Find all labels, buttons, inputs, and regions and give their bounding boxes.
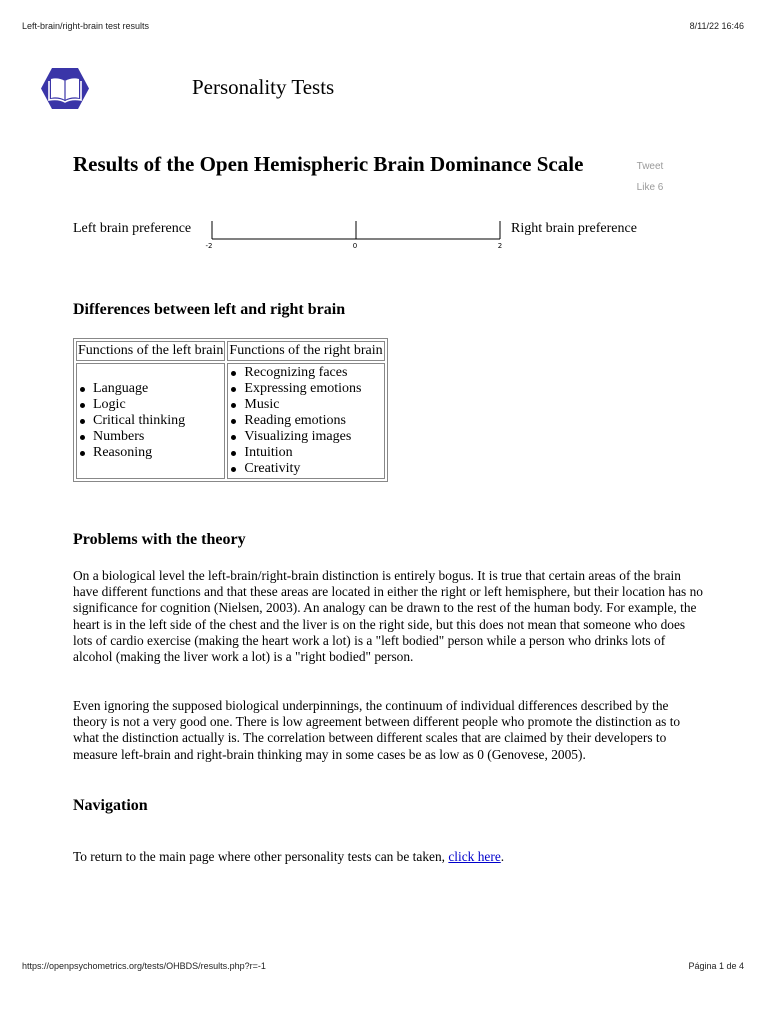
open-book-icon[interactable] (40, 67, 90, 110)
functions-table (73, 338, 388, 482)
problems-paragraph-1: On a biological level the left-brain/right-brain distinction is entirely bogus. It is true that certain areas of the brain have different functions and that these areas are located in either the right or left hemisphere, but their location has no significance for cognition (Nielsen, 2003). An analogy can be drawn to the rest of the human body. For example, the heart is in the left side of the chest and the liver is on the right side, but this does not mean that someone who does lots of cardio exercise (making the heart work a lot) is a "left bodied" person while a person who drinks lots of alcohol (making the liver work a lot) is a "right bodied" person. (73, 568, 703, 665)
print-header-datetime: 8/11/22 16:46 (689, 21, 744, 31)
list-item: Language (78, 381, 223, 397)
list-item: Recognizing faces (229, 365, 382, 381)
differences-heading: Differences between left and right brain (73, 301, 346, 318)
like-button[interactable]: Like 6 (636, 182, 664, 193)
scale-tick-label-min: -2 (205, 242, 213, 250)
list-item: Creativity (229, 461, 382, 477)
left-brain-cell (76, 363, 225, 479)
navigation-period: . (500, 849, 505, 864)
table-header-row (76, 341, 385, 361)
right-brain-cell (227, 363, 384, 479)
navigation-text (73, 849, 703, 865)
list-item: Visualizing images (229, 429, 382, 445)
navigation-sentence: To return to the main page where other personality tests can be taken, (73, 849, 449, 864)
left-brain-list (78, 381, 223, 461)
click-here-link[interactable]: click here (448, 849, 501, 864)
print-footer (22, 961, 744, 971)
page-title: Results of the Open Hemispheric Brain Dominance Scale (73, 152, 584, 176)
right-brain-header: Functions of the right brain (227, 341, 384, 361)
site-title[interactable]: Personality Tests (192, 75, 335, 99)
print-footer-page: Página 1 de 4 (688, 961, 744, 971)
scale-tick-label-max: 2 (497, 242, 503, 250)
list-item: Music (229, 397, 382, 413)
table-row (76, 363, 385, 479)
list-item: Logic (78, 397, 223, 413)
scale-tick-label-mid: 0 (352, 242, 358, 250)
print-header (22, 21, 744, 31)
print-footer-url: https://openpsychometrics.org/tests/OHBDS/results.php?r=-1 (22, 961, 266, 971)
list-item: Expressing emotions (229, 381, 382, 397)
right-brain-list (229, 365, 382, 477)
list-item: Critical thinking (78, 413, 223, 429)
brain-dominance-scale (200, 216, 510, 252)
print-header-title: Left-brain/right-brain test results (22, 21, 150, 31)
list-item: Numbers (78, 429, 223, 445)
navigation-heading: Navigation (73, 797, 148, 814)
problems-heading: Problems with the theory (73, 531, 246, 548)
list-item: Intuition (229, 445, 382, 461)
scale-left-label: Left brain preference (73, 221, 192, 236)
tweet-button[interactable]: Tweet (636, 161, 664, 172)
list-item: Reading emotions (229, 413, 382, 429)
list-item: Reasoning (78, 445, 223, 461)
left-brain-header: Functions of the left brain (76, 341, 225, 361)
scale-right-label: Right brain preference (511, 221, 637, 236)
problems-paragraph-2: Even ignoring the supposed biological underpinnings, the continuum of individual differences described by the theory is not a very good one. There is low agreement between different people who promote the distinction as to what the distinction actually is. The correlation between different scales that are claimed by their developers to measure left-brain and right-brain thinking may in some cases be as low as 0 (Genovese, 2005). (73, 698, 681, 762)
